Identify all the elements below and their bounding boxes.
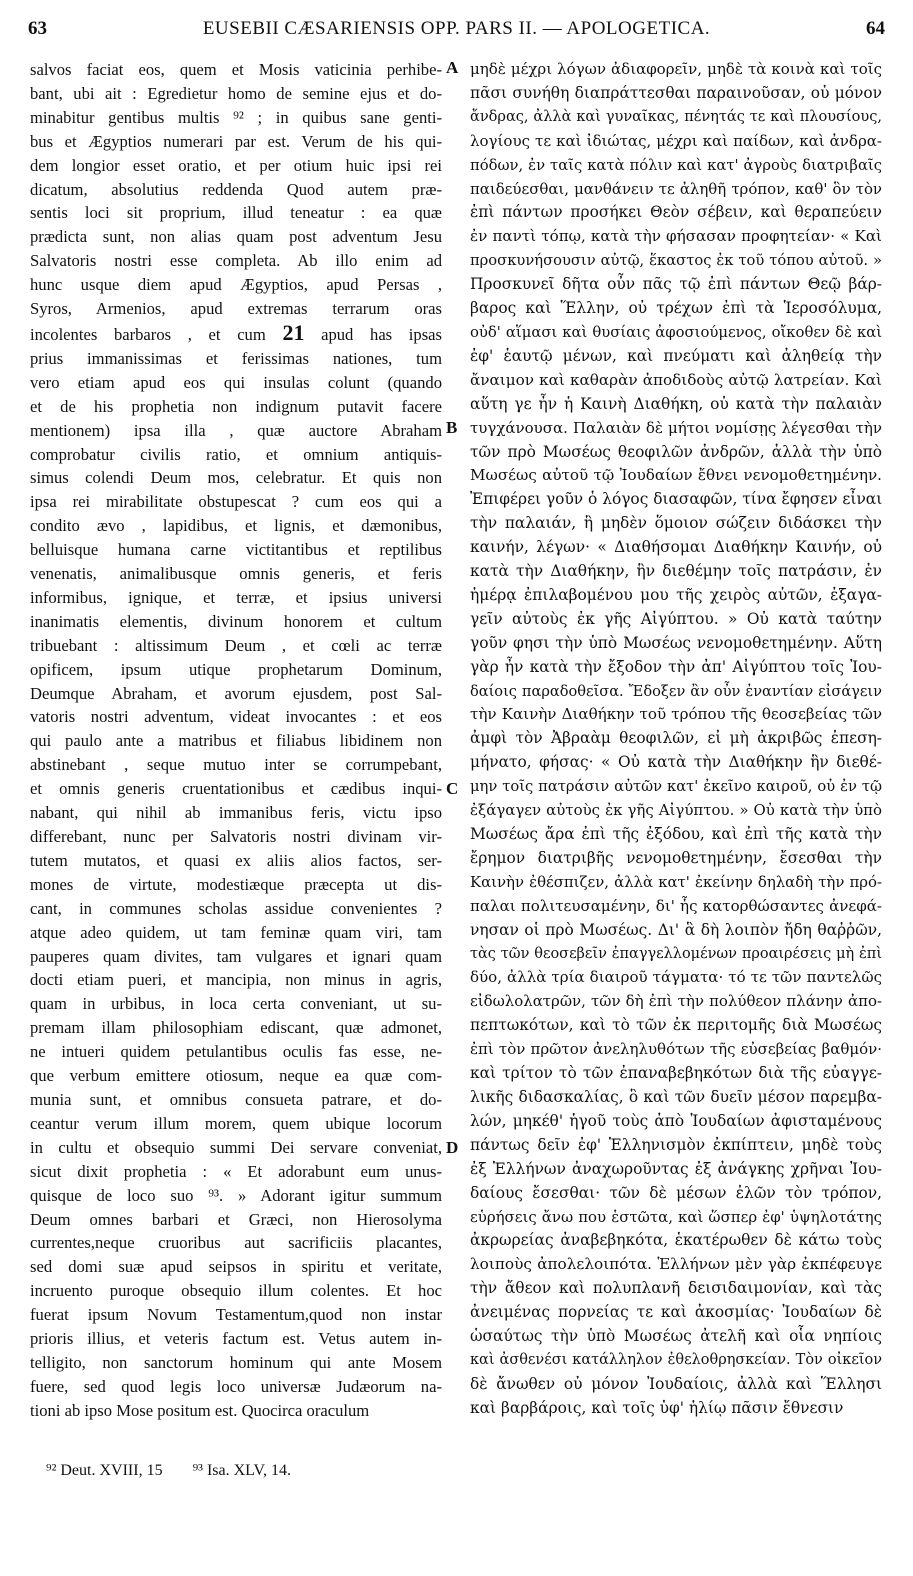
latin-line: condito ævo , lapidibus, et lignis, et dæmonibus, — [30, 516, 442, 536]
latin-line: cant, in communes scholas assidue convenientes ? — [30, 898, 442, 918]
greek-line: ἀμφὶ τὸν Ἀβραὰμ θεοφιλῶν, εἰ μὴ ἀκριβῶς ἐπεση- — [470, 729, 882, 748]
latin-line: mentionem) ipsa illa , quæ auctore Abraham — [30, 420, 442, 440]
latin-line: Deum omnes barbari et Græci, non Hierosolyma — [30, 1209, 442, 1229]
latin-line: Syros, Armenios, apud extremas terrarum oras — [30, 299, 442, 319]
latin-line: quisque de loco suo ⁹³. » Adorant igitur summum — [30, 1185, 442, 1205]
greek-line: μην τοῖς πατράσιν αὐτῶν κατ' ἐκεῖνο καιροῦ, οὐ ἐν τῷ — [470, 778, 882, 796]
greek-line: τὴν Καινὴν Διαθήκην τοῦ τρόπου τῆς θεοσεβείας τῶν — [470, 705, 882, 724]
latin-line: qui paulo ante a matribus et filiabus libidinem non — [30, 731, 442, 751]
latin-line: Deumque Abraham, et avorum ejusdem, post Sal- — [30, 683, 442, 703]
footnotes — [46, 1462, 317, 1480]
latin-line: pauperes quam divites, tam vulgares et ignari quam — [30, 946, 442, 966]
greek-line: ἐξ Ἑλλήνων ἀναχωροῦντας ἐξ ἀνάγκης χρῆναι Ἰου- — [470, 1159, 882, 1178]
latin-line: munia sunt, et omnibus consueta patrare, et do- — [30, 1089, 442, 1109]
greek-line: μηδὲ μέχρι λόγων ἀδιαφορεῖν, μηδὲ τὰ κοινὰ καὶ τοῖς — [470, 60, 882, 78]
greek-line: νησαν οἱ πρὸ Μωσέως. Δι' ἃ δὴ λοιπὸν ἤδη θαῤῥῶν, — [470, 920, 882, 939]
latin-line: tribuebant : altissimum Deum , et cœli ac terræ — [30, 635, 442, 655]
latin-line: Salvatoris nostri esse completa. Ab illo enim ad — [30, 251, 442, 271]
greek-line: πᾶσι συνήθη διαπράττεσθαι παραινοῦσαν, οὐ μόνον — [470, 83, 882, 102]
latin-line: comprobatur civilis ratio, et omnium antiquis- — [30, 444, 442, 464]
latin-line: prædicta sunt, non alias quam post adventum Jesu — [30, 227, 442, 247]
section-marker-b: B — [446, 418, 458, 437]
greek-line: ἄναιμον καὶ καθαρὰν ἀποδιδοὺς αὐτῷ λατρείαν. Καὶ — [470, 370, 882, 389]
greek-line: λοιποὺς ἀπολελοιπότα. Ἑλλήνων μὲν γὰρ ἐκπέφευγε — [470, 1255, 882, 1274]
latin-line: tioni ab ipso Mose positum est. Quocirca oraculum — [30, 1400, 370, 1420]
latin-line: quam in urbibus, in loca certa conveniant, ut su- — [30, 994, 442, 1014]
greek-line: τὴν παλαιάν, ἣ μηδὲν ὅμοιον σώζειν διδάσκει τὴν — [470, 514, 882, 533]
latin-line: vero etiam apud eos qui insulas colunt (quando — [30, 372, 442, 392]
latin-line: mones de virtute, modestiæque præcepta ut dis- — [30, 874, 442, 894]
latin-line: atque adeo quidem, ut tam feminæ quam viri, tam — [30, 922, 442, 942]
latin-line: hunc usque diem apud Ægyptios, apud Persas , — [30, 275, 442, 295]
latin-line: in cultu et obsequio summi Dei servare conveniat, — [30, 1137, 442, 1157]
greek-line: τὴν ἄθεον καὶ πολυπλανῆ δεισιδαιμονίαν, καὶ τὰς — [470, 1279, 882, 1298]
latin-line: et de his prophetia non indignum putavit facere — [30, 396, 442, 416]
latin-line: ne intueri quidem petulantibus oculis fas esse, ne- — [30, 1042, 442, 1062]
page-number-left: 63 — [28, 18, 47, 39]
latin-line: sicut dixit prophetia : « Et adorabunt eum unus- — [30, 1161, 442, 1181]
section-marker-d: D — [446, 1138, 459, 1157]
greek-line: καὶ τρίτον τὸ τῶν ἐπαναβεβηκότων διὰ τῆς εὐαγγε- — [470, 1064, 882, 1083]
greek-line: τὰς τῶν θεοσεβεῖν ἐπαγγελλομένων προαιρέσεις μὴ ἐπὶ — [470, 945, 882, 962]
latin-line: incolentes barbaros , et cum 21 apud has ipsas — [30, 319, 442, 345]
latin-line: bus et Ægyptios numerari par est. Verum de his qui- — [30, 131, 442, 151]
latin-line: que verbum emittere otiosum, neque ea quæ com- — [30, 1066, 442, 1086]
running-header — [28, 14, 885, 44]
latin-line: ceantur verum illum morem, quem ubique locorum — [30, 1113, 442, 1133]
latin-line: tutem mutatos, et quasi ex aliis alios factos, ser- — [30, 850, 442, 870]
latin-line: belluisque humana carne victitantibus et reptilibus — [30, 540, 442, 560]
latin-line: informibus, ignique, et terræ, et ipsius universi — [30, 587, 442, 607]
greek-line: ἐν παντὶ τόπῳ, κατὰ τὴν φήσασαν προφητείαν· « Καὶ — [470, 227, 882, 246]
latin-line: abstinebant , seque mutuo inter se corrumpebant, — [30, 755, 442, 775]
greek-line: ἐπὶ πάντων προσήκει Θεὸν σέβειν, καὶ θεραπεύειν — [470, 203, 882, 222]
greek-line: Μωσέως ἄρα ἐπὶ τῆς ἐξόδου, καὶ ἐπὶ τῆς κατὰ τὴν — [470, 825, 882, 843]
greek-line: Μωσέως αὐτοῦ τῷ Ἰουδαίων ἔθνει νενομοθετημένην. — [470, 466, 882, 485]
latin-column — [30, 58, 442, 1423]
greek-line: μήνατο, φήσας· « Οὐ κατὰ τὴν Διαθήκην ἣν διεθέ- — [470, 753, 882, 772]
greek-line: βαρος καὶ Ἕλλην, οὐ τρέχων ἐπὶ τὰ Ἱεροσόλυμα, — [470, 299, 882, 318]
latin-line: simus colendi Deum mos, celebratur. Et quis non — [30, 468, 442, 488]
latin-line: differebant, nunc per Salvatoris nostri divinam vir- — [30, 827, 442, 846]
latin-line: salvos faciat eos, quem et Mosis vaticinia perhibe- — [30, 60, 442, 79]
greek-line: Καινὴν ἐθέσπιζεν, ἀλλὰ κατ' ἐκείνην δηλαδὴ τὴν πρό- — [470, 872, 882, 891]
latin-line: sentis loci sit proprium, illud teneatur : ea quæ — [30, 203, 442, 223]
latin-line: premam illam philosophiam ediscant, quæ admonet, — [30, 1018, 442, 1038]
greek-line: πεπτωκότων, καὶ τὸ τῶν ἐκ περιτομῆς διὰ Μωσέως — [470, 1016, 882, 1035]
greek-line: παιδεύεσθαι, μανθάνειν τε ἀληθῆ τρόπον, καθ' ὃν τὸν — [470, 179, 882, 198]
greek-line: δύο, ἀλλὰ τρία διαιροῦ τάγματα· τό τε τῶν παντελῶς — [470, 968, 882, 987]
latin-line: inanimatis elementis, divinum honorem et cultum — [30, 611, 442, 631]
greek-line: προσκυνήσουσιν αὐτῷ, ἕκαστος ἐκ τοῦ τόπου αὐτοῦ. » — [470, 252, 882, 270]
latin-line: sed domi suæ apud seipsos in spiritu et veritate, — [30, 1257, 442, 1277]
greek-line: Ἐπιφέρει γοῦν ὁ λόγος διασαφῶν, τίνα ἔφησεν εἶναι — [470, 490, 883, 509]
greek-line: πάντως δεῖν ἐφ' Ἑλληνισμὸν ἐκπίπτειν, μηδὲ τοὺς — [470, 1135, 882, 1154]
greek-line: εἰδωλολατρῶν, τῶν δὴ ἐπὶ τὴν πολύθεον πλάνην ἀπο- — [470, 992, 882, 1011]
latin-line: fuere, sed quod legis loco universæ Judæorum na- — [30, 1376, 442, 1396]
latin-line: ipsa rei mirabilitate obstupescat ? cum eos qui a — [30, 492, 442, 512]
greek-line: λών, μηκέθ' ἡγοῦ τοὺς ἀπὸ Ἰουδαίων ἀφισταμένους — [470, 1111, 882, 1130]
section-marker-c: C — [446, 779, 459, 798]
latin-line: fuerat ipsum Novum Testamentum,quod non instar — [30, 1305, 442, 1325]
greek-line: κατὰ τὴν Διαθήκην, ἣν διεθέμην τοῖς πατράσιν, ἐν — [470, 562, 882, 581]
latin-line: venenatis, animalibusque omnis generis, et feris — [30, 564, 442, 584]
latin-line: prioris illius, et veteris factum est. Vetus autem in- — [30, 1329, 442, 1349]
latin-line: docti etiam pueri, et mancipia, non minus in agris, — [30, 970, 442, 990]
latin-line: minabitur gentibus multis ⁹² ; in quibus sane genti- — [30, 107, 442, 127]
greek-column — [470, 58, 882, 1421]
latin-line: vatoris nostri adventum, videat invocantes : et eos — [30, 707, 442, 727]
greek-line: ἐξάγαγεν αὐτοὺς ἐκ γῆς Αἰγύπτου. » Οὐ κατὰ τὴν ὑπὸ — [470, 801, 882, 820]
greek-line: γεῖν αὐτοὺς ἐκ γῆς Αἰγύπτου. » Οὐ κατὰ ταύτην — [470, 609, 882, 628]
greek-line: παλαι πολιτευσαμένην, δι' ἧς κατορθώσαντες ἀνεφά- — [470, 896, 882, 915]
column-number: 21 — [282, 319, 305, 345]
greek-line: καὶ βαρβάροις, καὶ τοῖς ὑφ' ἡλίῳ πᾶσιν ἔθνεσιν — [470, 1398, 844, 1417]
latin-line: prius immanissimas et ferissimas nationes, tum — [30, 348, 442, 368]
greek-line: αὕτη γε ἦν ἡ Καινὴ Διαθήκη, οὐ κατὰ τὴν παλαιὰν — [470, 394, 882, 413]
greek-line: δὲ ἄνωθεν οὐ μόνον Ἰουδαίοις, ἀλλὰ καὶ Ἕλλησι — [470, 1374, 882, 1393]
greek-line: καινήν, λέγων· « Διαθήσομαι Διαθήκην Καινήν, οὐ — [470, 538, 882, 557]
greek-line: ἄνδρας, ἀλλὰ καὶ γυναῖκας, πένητάς τε καὶ πλουσίους, — [470, 108, 882, 125]
latin-line: dem longior esset oratio, et per otium huic ipsi rei — [30, 155, 442, 175]
greek-line: ἡμέρᾳ ἐπιλαβομένου μου τῆς χειρὸς αὐτῶν, ἐξαγα- — [470, 585, 882, 604]
latin-line: incruento puroque obsequio illum colentes. Et hoc — [30, 1281, 442, 1301]
greek-line: γοῦν φησι τὴν ὑπὸ Μωσέως νενομοθετημένην. Αὕτη — [470, 633, 882, 652]
greek-line: καὶ ἀσθενέσι κατάλληλον ἐθελοθρησκείαν. Τὸν οἰκεῖον — [470, 1351, 882, 1368]
section-marker-a: A — [446, 58, 459, 77]
footnote-92: ⁹² Deut. XVIII, 15 — [46, 1462, 163, 1479]
latin-line: telligito, non sanctorum hominum qui ante Mosem — [30, 1352, 442, 1372]
greek-line: τῶν πρὸ Μωσέως θεοφιλῶν ἀνδρῶν, ἀλλὰ τὴν ὑπὸ — [470, 442, 882, 461]
greek-line: οὐδ' αἵμασι καὶ θυσίαις ἀφοσιούμενος, οἴκοθεν δὲ καὶ — [470, 323, 882, 341]
footnote-93: ⁹³ Isa. XLV, 14. — [192, 1462, 291, 1479]
latin-line: nabant, qui nihil ab immanibus feris, victu ipso — [30, 803, 442, 823]
page-number-right: 64 — [866, 18, 885, 39]
greek-line: τυγχάνουσα. Παλαιὰν δὲ μήτοι νομίσῃς λέγεσθαι τὴν — [470, 418, 882, 437]
latin-line: currentes,neque cruoribus aut sacrificiis placantes, — [30, 1233, 442, 1253]
latin-line: dicatum, absolutius reddenda Quod autem præ- — [30, 179, 442, 199]
greek-line: λικῆς διδασκαλίας, ὃ καὶ τῶν δυεῖν μέσον παρεμβα- — [470, 1087, 882, 1106]
greek-line: ἔρημον διατριβῆς νενομοθετημένην, ἔσεσθαι τὴν — [470, 848, 882, 867]
greek-line: γὰρ ἦν κατὰ τὴν ἔξοδον τὴν ἀπ' Αἰγύπτου τοῖς Ἰου- — [470, 657, 882, 676]
greek-line: λογίους τε καὶ ἰδιώτας, μέχρι καὶ παίδων, καὶ ἀνδρα- — [470, 131, 882, 150]
greek-line: ἀκρωρείας ἀναβεβηκότα, ἑκατέρωθεν δὲ κάτω τοὺς — [470, 1231, 882, 1250]
latin-line: bant, ubi ait : Egredietur homo de semine ejus et do- — [30, 83, 442, 103]
greek-line: δαίοις παραδοθεῖσα. Ἔδοξεν ἂν οὖν ἐναντίαν εἰσάγειν — [470, 682, 882, 700]
latin-line: et omnis generis cruentationibus et cædibus inqui- — [30, 779, 442, 799]
greek-line: ἐφ' ἑαυτῷ μένων, καὶ πνεύματι καὶ ἀληθείᾳ τὴν — [470, 346, 882, 365]
greek-line: ἀνειμένας πορνείας τε καὶ ἀκοσμίας· Ἰουδαίων δὲ — [470, 1303, 882, 1322]
latin-line: opificem, ipsum utique prophetarum Dominum, — [30, 659, 442, 679]
running-title: EUSEBII CÆSARIENSIS OPP. PARS II. — APOLOGETICA. — [202, 18, 711, 39]
greek-line: Προσκυνεῖ δῆτα οὖν πᾶς τῷ ἐπὶ πάντων Θεῷ βάρ- — [470, 275, 882, 294]
greek-line: ἐπὶ τὸν πρῶτον ἀνεληλυθότων τῆς εὐσεβείας βαθμόν· — [470, 1040, 882, 1059]
greek-line: δαίους ἔσεσθαι· τῶν δὲ μέσων ἐλῶν τὸν τρόπον, — [470, 1183, 882, 1202]
greek-line: πόδων, ἐν ταῖς κατὰ πόλιν καὶ κατ' ἀγροὺς διατριβαῖς — [470, 156, 882, 174]
greek-line: εὑρήσεις ἄνω που ἑστῶτα, καὶ ὥσπερ ἐφ' ὑψηλοτάτης — [470, 1207, 882, 1226]
greek-line: ὡσαύτως τὴν ὑπὸ Μωσέως ἀτελῆ καὶ οἷα νηπίοις — [470, 1327, 882, 1346]
